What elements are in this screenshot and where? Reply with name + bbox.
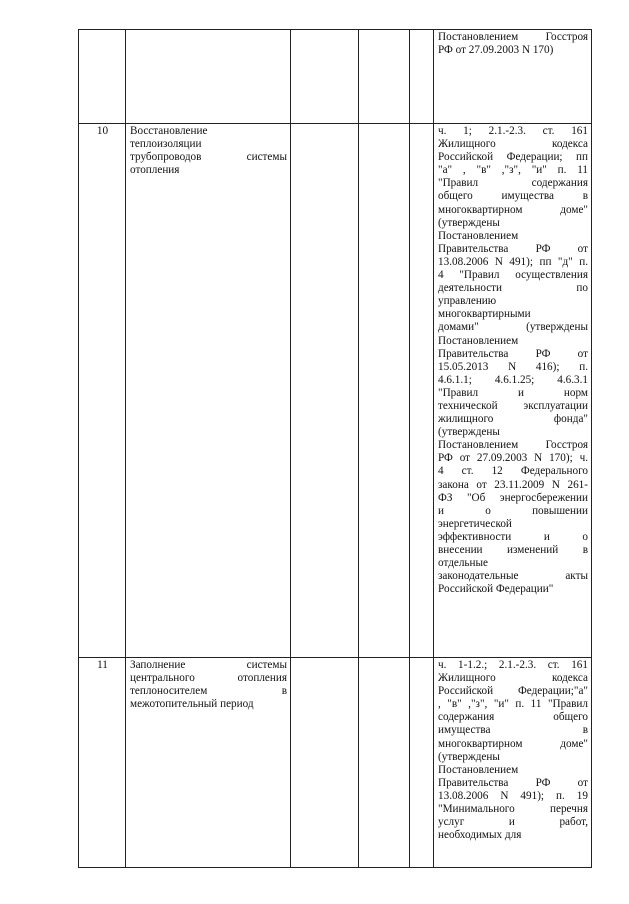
empty-cell-b xyxy=(359,30,410,124)
legal-basis-line: Постановлением xyxy=(438,334,519,347)
legal-basis-line: РФ от 27.09.2003 N 170) xyxy=(438,44,554,57)
legal-basis-line: Постановлением Госстроя xyxy=(438,31,588,43)
legal-basis-line: Российской Федерации" xyxy=(438,583,554,596)
legal-basis-line: 4 ст. 12 Федерального xyxy=(438,465,588,478)
work-name-line: трубопроводов системы xyxy=(130,151,287,164)
legal-basis-line: внесении изменений в xyxy=(438,544,588,556)
legal-basis-cell xyxy=(434,658,592,868)
legal-basis-line: Российской Федерации; пп xyxy=(438,151,588,164)
services-table xyxy=(78,29,592,868)
table-row xyxy=(79,658,592,868)
legal-basis-line: "Правил содержания xyxy=(438,177,588,190)
row-number: 11 xyxy=(97,659,108,671)
table-row xyxy=(79,124,592,658)
work-name-line: теплоносителем в xyxy=(130,685,287,698)
empty-cell-c xyxy=(410,124,434,658)
legal-basis-line: закона от 23.11.2009 N 261- xyxy=(438,478,588,491)
work-name-line: центрального отопления xyxy=(130,672,287,685)
empty-cell-b xyxy=(359,658,410,868)
legal-basis-line: домами" (утверждены xyxy=(438,321,588,334)
legal-basis-line: общего имущества в xyxy=(438,190,588,203)
legal-basis-line: технической эксплуатации xyxy=(438,399,588,412)
legal-basis-line: необходимых для xyxy=(438,829,522,842)
legal-basis-line: ФЗ "Об энергосбережении xyxy=(438,491,588,504)
work-name-line: Заполнение системы xyxy=(130,659,287,671)
legal-basis-line: "Правил и норм xyxy=(438,386,588,399)
legal-basis-line: содержания общего xyxy=(438,711,588,724)
legal-basis-line: , "в" ,"з", "и" п. 11 "Правил xyxy=(438,698,588,711)
legal-basis-line: жилищного фонда" xyxy=(438,413,588,426)
legal-basis-line: имущества в xyxy=(438,724,588,737)
work-name-cell xyxy=(126,658,291,868)
legal-basis-line: Правительства РФ от xyxy=(438,776,588,789)
legal-basis-line: "а" , "в" ,"з", "и" п. 11 xyxy=(438,164,588,177)
legal-basis-cell xyxy=(434,30,592,124)
legal-basis-line: 13.08.2006 N 491); п. 19 xyxy=(438,789,588,802)
legal-basis-line: 13.08.2006 N 491); пп "д" п. xyxy=(438,255,588,268)
empty-cell-a xyxy=(291,124,359,658)
legal-basis-line: (утверждены xyxy=(438,216,500,229)
work-name-line: отопления xyxy=(130,164,180,177)
table-row xyxy=(79,30,592,124)
legal-basis-line: управлению xyxy=(438,295,497,308)
legal-basis-line: Правительства РФ от xyxy=(438,242,588,255)
legal-basis-line: Жилищного кодекса xyxy=(438,138,588,151)
legal-basis-line: ч. 1-1.2.; 2.1.-2.3. ст. 161 xyxy=(438,659,588,671)
legal-basis-line: многоквартирном доме" xyxy=(438,737,588,750)
row-number: 10 xyxy=(96,125,109,137)
empty-cell-a xyxy=(291,30,359,124)
work-name-cell xyxy=(126,124,291,658)
legal-basis-line: Правительства РФ от xyxy=(438,347,588,360)
row-number-cell xyxy=(79,124,126,658)
legal-basis-line: РФ от 27.09.2003 N 170); ч. xyxy=(438,452,588,465)
legal-basis-line: (утверждены xyxy=(438,426,500,439)
legal-basis-line: 4.6.1.1; 4.6.1.25; 4.6.3.1 xyxy=(438,373,588,386)
empty-cell-b xyxy=(359,124,410,658)
legal-basis-line: деятельности по xyxy=(438,282,588,295)
legal-basis-line: Жилищного кодекса xyxy=(438,672,588,685)
work-name-cell xyxy=(126,30,291,124)
legal-basis-line: "Минимального перечня xyxy=(438,803,588,816)
legal-basis-cell xyxy=(434,124,592,658)
empty-cell-c xyxy=(410,658,434,868)
legal-basis-line: отдельные xyxy=(438,557,488,570)
legal-basis-line: (утверждены xyxy=(438,750,500,763)
legal-basis-line: и о повышении xyxy=(438,504,588,517)
work-name-line: межотопительный период xyxy=(130,698,254,711)
legal-basis-line: Постановлением xyxy=(438,229,519,242)
legal-basis-line: Постановлением Госстроя xyxy=(438,439,588,452)
empty-cell-a xyxy=(291,658,359,868)
legal-basis-line: многоквартирном доме" xyxy=(438,203,588,216)
empty-cell-c xyxy=(410,30,434,124)
legal-basis-line: эффективности и о xyxy=(438,530,588,543)
legal-basis-line: 4 "Правил осуществления xyxy=(438,269,588,282)
legal-basis-line: законодательные акты xyxy=(438,570,588,583)
row-number-cell xyxy=(79,30,126,124)
work-name-line: теплоизоляции xyxy=(130,138,202,151)
legal-basis-line: Постановлением xyxy=(438,763,519,776)
legal-basis-line: ч. 1; 2.1.-2.3. ст. 161 xyxy=(438,125,588,137)
legal-basis-line: многоквартирными xyxy=(438,308,531,321)
work-name-line: Восстановление xyxy=(130,125,208,137)
legal-basis-line: энергетической xyxy=(438,517,512,530)
legal-basis-line: услуг и работ, xyxy=(438,816,588,829)
row-number-cell xyxy=(79,658,126,868)
legal-basis-line: Российской Федерации;"а" xyxy=(438,685,588,698)
legal-basis-line: 15.05.2013 N 416); п. xyxy=(438,360,588,373)
